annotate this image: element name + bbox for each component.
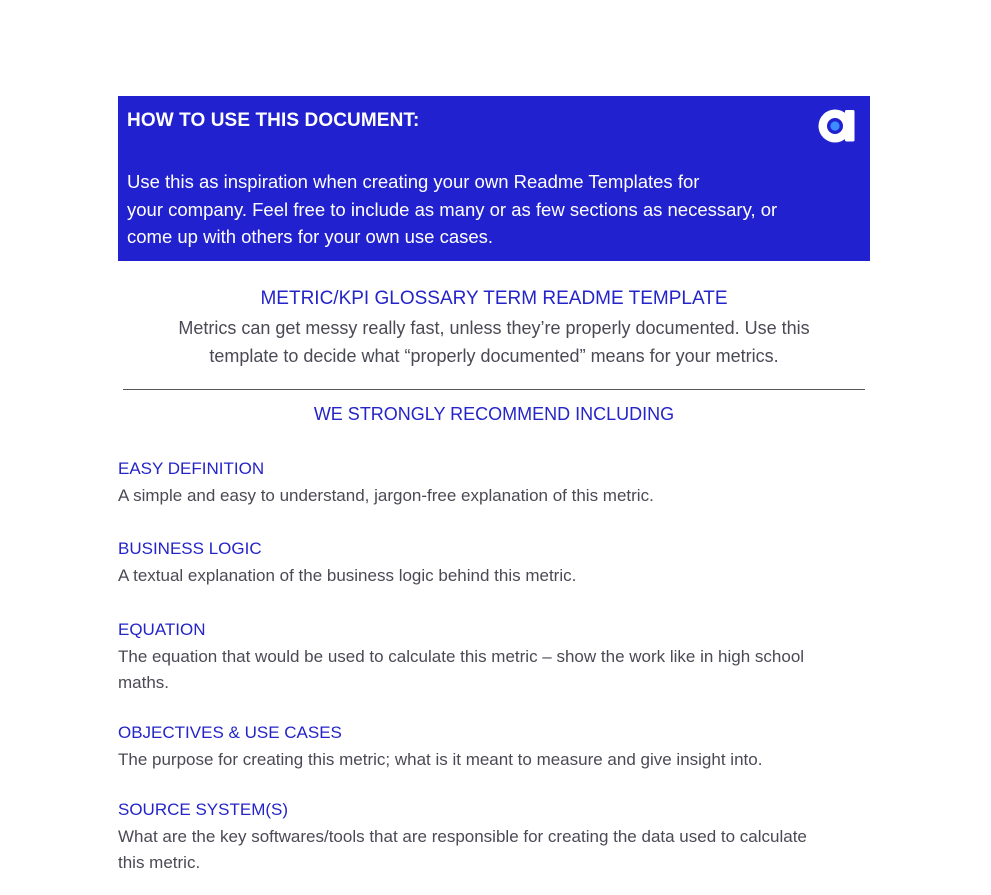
section-heading: EASY DEFINITION — [118, 459, 265, 478]
section-description — [118, 747, 870, 773]
section-description — [118, 644, 870, 695]
description-line: A textual explanation of the business logic behind this metric. — [118, 566, 577, 585]
section-source-systems — [118, 798, 870, 875]
section-heading: SOURCE SYSTEM(S) — [118, 800, 289, 819]
section-easy-definition — [118, 457, 870, 509]
description-line: What are the key softwares/tools that are responsible for creating the data used to calculate — [118, 827, 807, 846]
subtitle-line: Metrics can get messy really fast, unless they’re properly documented. Use this — [178, 318, 810, 338]
section-equation — [118, 618, 870, 695]
section-heading: OBJECTIVES & USE CASES — [118, 723, 342, 742]
horizontal-divider — [123, 389, 865, 390]
section-business-logic — [118, 537, 870, 589]
banner-body-line: Use this as inspiration when creating your own Readme Templates for — [127, 171, 700, 192]
section-objectives-use-cases — [118, 721, 870, 773]
description-line: maths. — [118, 672, 170, 692]
banner-body-line: come up with others for your own use cases. — [127, 226, 494, 247]
page-title: METRIC/KPI GLOSSARY TERM README TEMPLATE — [260, 288, 728, 309]
section-description — [118, 563, 870, 589]
banner-body-line: your company. Feel free to include as many or as few sections as necessary, or — [127, 198, 778, 220]
page-subtitle — [118, 314, 870, 370]
description-line: The purpose for creating this metric; what is it meant to measure and give insight into. — [118, 750, 763, 769]
description-line: this metric. — [118, 852, 201, 872]
recommend-heading: WE STRONGLY RECOMMEND INCLUDING — [313, 404, 675, 424]
brand-logo-icon — [818, 108, 856, 144]
section-description — [118, 824, 870, 875]
section-heading: BUSINESS LOGIC — [118, 539, 262, 558]
description-line: A simple and easy to understand, jargon-free explanation of this metric. — [118, 486, 654, 505]
banner-body — [127, 168, 861, 251]
subtitle-line: template to decide what “properly documented” means for your metrics. — [209, 346, 779, 366]
section-description — [118, 483, 870, 509]
banner-title: HOW TO USE THIS DOCUMENT: — [127, 110, 420, 131]
description-line: The equation that would be used to calculate this metric – show the work like in high school — [118, 647, 805, 666]
section-heading: EQUATION — [118, 620, 206, 639]
logo-letter: a — [818, 108, 819, 109]
instructions-banner — [118, 96, 870, 261]
